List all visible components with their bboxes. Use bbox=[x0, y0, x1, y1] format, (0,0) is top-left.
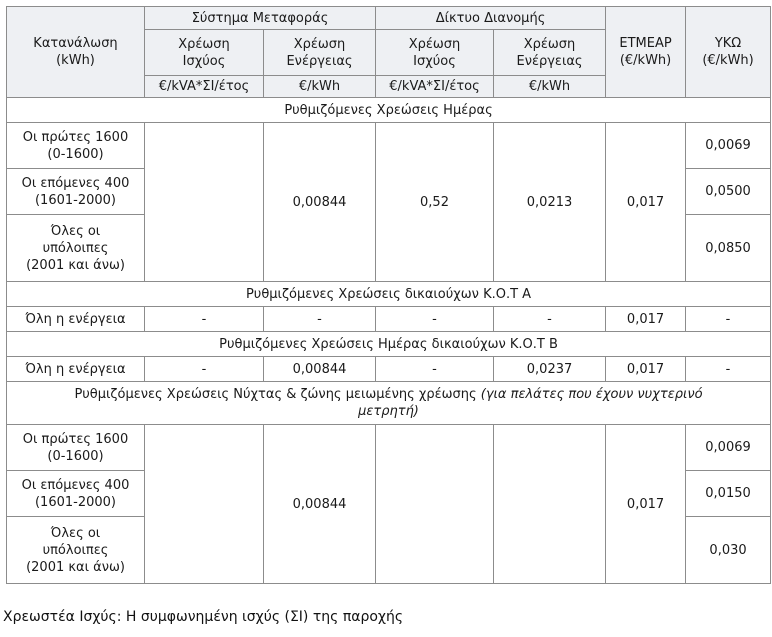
section-night-note-l2: μετρητή) bbox=[358, 404, 419, 419]
header-transmission: Σύστημα Μεταφοράς bbox=[145, 7, 376, 30]
header-dist-energy bbox=[494, 30, 606, 76]
kot-a-dist-energy: - bbox=[494, 307, 606, 332]
kot-b-dist-energy: 0,0237 bbox=[494, 357, 606, 382]
header-dist-power-l1: Χρέωση bbox=[408, 36, 461, 52]
kot-a-etmear: 0,017 bbox=[606, 307, 686, 332]
unit-dist-power: €/kVA*ΣΙ/έτος bbox=[376, 76, 494, 98]
day-dist-energy: 0,0213 bbox=[494, 123, 606, 282]
section-day-title: Ρυθμιζόμενες Χρεώσεις Ημέρας bbox=[7, 98, 771, 123]
kot-b-trans-energy: 0,00844 bbox=[264, 357, 376, 382]
day-tier3-l1: Όλες οι bbox=[50, 223, 101, 239]
day-etmear: 0,017 bbox=[606, 123, 686, 282]
header-dist-energy-l1: Χρέωση bbox=[523, 36, 576, 52]
kot-a-label: Όλη η ενέργεια bbox=[7, 307, 145, 332]
section-kot-b bbox=[7, 332, 771, 357]
unit-trans-power: €/kVA*ΣΙ/έτος bbox=[145, 76, 264, 98]
kot-b-yko: - bbox=[686, 357, 771, 382]
section-day bbox=[7, 98, 771, 123]
kot-a-yko: - bbox=[686, 307, 771, 332]
night-tier1-l1: Οι πρώτες 1600 bbox=[22, 431, 129, 447]
header-consumption bbox=[7, 7, 145, 98]
day-tier2-label bbox=[7, 169, 145, 215]
header-distribution: Δίκτυο Διανομής bbox=[376, 7, 606, 30]
day-trans-energy: 0,00844 bbox=[264, 123, 376, 282]
kot-b-dist-power: - bbox=[376, 357, 494, 382]
header-dist-power bbox=[376, 30, 494, 76]
kot-a-trans-energy: - bbox=[264, 307, 376, 332]
day-tier3-label bbox=[7, 215, 145, 282]
section-kot-b-title: Ρυθμιζόμενες Χρεώσεις Ημέρας δικαιούχων Κ.Ο.Τ Β bbox=[7, 332, 771, 357]
header-etmear-label: ΕΤΜΕΑΡ bbox=[619, 36, 672, 51]
footnote-term: Χρεωστέα Ισχύς: bbox=[3, 609, 122, 625]
section-night-note-l1: (για πελάτες που έχουν νυχτερινό bbox=[480, 387, 703, 402]
header-trans-power bbox=[145, 30, 264, 76]
section-kot-a-title: Ρυθμιζόμενες Χρεώσεις δικαιούχων Κ.Ο.Τ Α bbox=[7, 282, 771, 307]
header-row-groups bbox=[7, 7, 771, 30]
kot-b-row bbox=[7, 357, 771, 382]
night-tier3-label bbox=[7, 517, 145, 584]
section-night-title bbox=[7, 382, 771, 425]
kot-a-trans-power: - bbox=[145, 307, 264, 332]
header-trans-power-l2: Ισχύος bbox=[182, 53, 226, 69]
day-tier1-l1: Οι πρώτες 1600 bbox=[22, 129, 129, 145]
night-tier3-l2: υπόλοιπες bbox=[42, 542, 109, 558]
day-yko-tier2: 0,0500 bbox=[686, 169, 771, 215]
kot-a-row bbox=[7, 307, 771, 332]
night-yko-tier3: 0,030 bbox=[686, 517, 771, 584]
tariff-document bbox=[6, 6, 770, 584]
day-tier3-l2: υπόλοιπες bbox=[42, 240, 109, 256]
day-tier2-l1: Οι επόμενες 400 bbox=[21, 175, 130, 191]
header-consumption-label: Κατανάλωση bbox=[33, 36, 118, 51]
night-tier3-l3: (2001 και άνω) bbox=[26, 559, 125, 575]
header-trans-power-l1: Χρέωση bbox=[178, 36, 230, 52]
header-etmear-unit: (€/kWh) bbox=[619, 53, 672, 68]
night-tier1-label bbox=[7, 425, 145, 471]
footnote-text: Η συμφωνημένη ισχύς (ΣΙ) της παροχής bbox=[125, 609, 404, 625]
night-yko-tier2: 0,0150 bbox=[686, 471, 771, 517]
night-tier2-l2: (1601-2000) bbox=[34, 494, 116, 510]
header-consumption-unit: (kWh) bbox=[56, 53, 95, 68]
night-tier1-l2: (0-1600) bbox=[47, 448, 104, 464]
section-night bbox=[7, 382, 771, 425]
header-dist-power-l2: Ισχύος bbox=[413, 53, 456, 69]
header-trans-energy-l2: Ενέργειας bbox=[286, 53, 353, 69]
section-night-title-text: Ρυθμιζόμενες Χρεώσεις Νύχτας & ζώνης μειωμένης χρέωσης bbox=[74, 387, 477, 402]
header-yko-unit: (€/kWh) bbox=[702, 53, 754, 68]
night-tier3-l1: Όλες οι bbox=[50, 525, 101, 541]
day-yko-tier3: 0,0850 bbox=[686, 215, 771, 282]
day-dist-power: 0,52 bbox=[376, 123, 494, 282]
section-kot-a bbox=[7, 282, 771, 307]
kot-b-label: Όλη η ενέργεια bbox=[7, 357, 145, 382]
night-dist-energy bbox=[494, 425, 606, 584]
night-etmear: 0,017 bbox=[606, 425, 686, 584]
header-trans-energy bbox=[264, 30, 376, 76]
header-etmear bbox=[606, 7, 686, 98]
day-tier1-row bbox=[7, 123, 771, 169]
kot-b-trans-power: - bbox=[145, 357, 264, 382]
night-trans-power bbox=[145, 425, 264, 584]
tariff-table bbox=[6, 6, 771, 584]
day-tier1-l2: (0-1600) bbox=[47, 146, 104, 162]
night-tier2-l1: Οι επόμενες 400 bbox=[21, 477, 130, 493]
day-tier3-l3: (2001 και άνω) bbox=[26, 257, 125, 273]
day-tier2-l2: (1601-2000) bbox=[34, 192, 116, 208]
header-trans-energy-l1: Χρέωση bbox=[293, 36, 346, 52]
kot-b-etmear: 0,017 bbox=[606, 357, 686, 382]
night-tier2-label bbox=[7, 471, 145, 517]
day-yko-tier1: 0,0069 bbox=[686, 123, 771, 169]
header-yko-label: ΥΚΩ bbox=[714, 36, 742, 51]
footnote bbox=[3, 609, 403, 625]
header-yko bbox=[686, 7, 771, 98]
night-tier1-row bbox=[7, 425, 771, 471]
day-tier1-label bbox=[7, 123, 145, 169]
night-trans-energy: 0,00844 bbox=[264, 425, 376, 584]
kot-a-dist-power: - bbox=[376, 307, 494, 332]
unit-dist-energy: €/kWh bbox=[494, 76, 606, 98]
day-trans-power bbox=[145, 123, 264, 282]
unit-trans-energy: €/kWh bbox=[264, 76, 376, 98]
header-dist-energy-l2: Ενέργειας bbox=[516, 53, 583, 69]
night-yko-tier1: 0,0069 bbox=[686, 425, 771, 471]
night-dist-power bbox=[376, 425, 494, 584]
